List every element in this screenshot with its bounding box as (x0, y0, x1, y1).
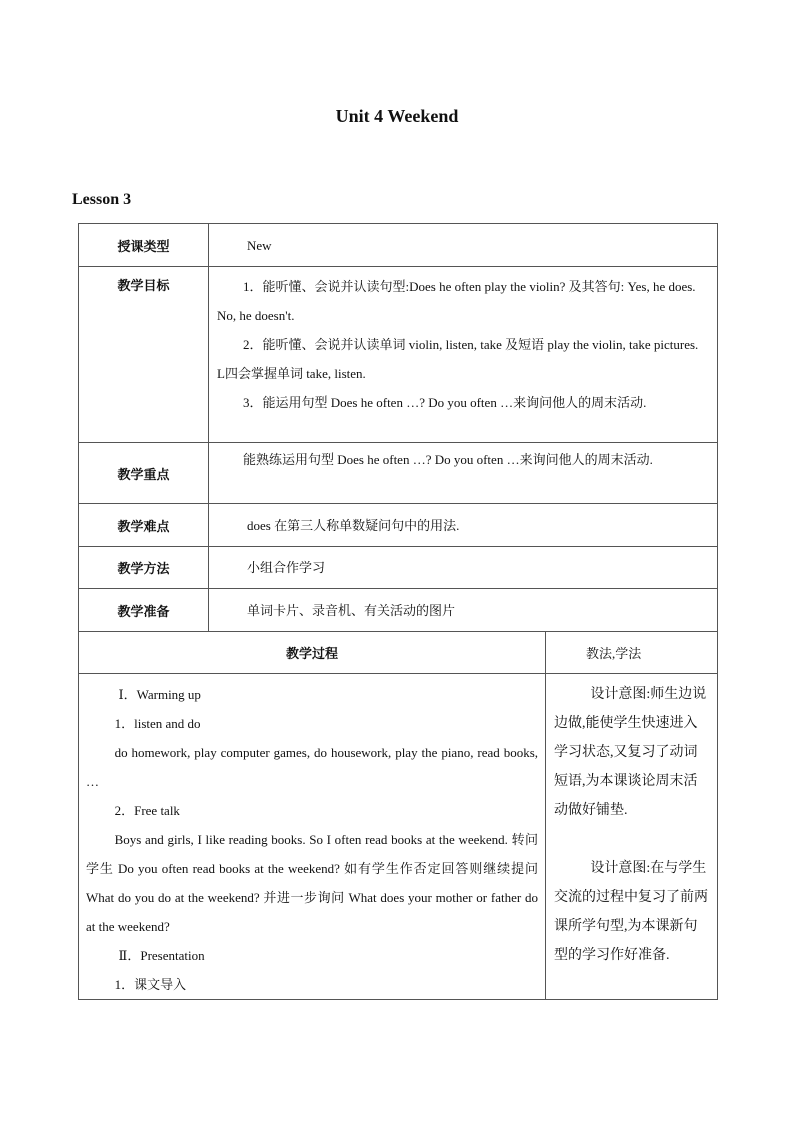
value-key-points: 能熟练运用句型 Does he often …? Do you often …来询问他人的周末活动. (243, 452, 653, 467)
design-note: 设计意图:在与学生交流的过程中复习了前两课所学句型,为本课新句型的学习作好准备. (554, 861, 708, 963)
methods-notes (546, 674, 717, 970)
label-lesson-type: 授课类型 (79, 224, 209, 267)
goals-list (209, 267, 717, 421)
row-process-body (79, 674, 718, 1000)
process-line: 2．Free talk (114, 803, 180, 818)
lesson-heading: Lesson 3 (72, 191, 132, 208)
process-header: 教学过程 (79, 632, 546, 674)
row-method (79, 547, 718, 589)
label-teaching-goals: 教学目标 (79, 267, 209, 443)
methods-header: 教法,学法 (546, 632, 718, 674)
row-preparation (79, 589, 718, 632)
design-note: 设计意图:师生边说边做,能使学生快速进入学习状态,又复习了动词短语,为本课谈论周末活动做好铺垫. (554, 687, 707, 818)
row-process-header (79, 632, 718, 674)
goal-item: 2．能听懂、会说并认读单词 violin, listen, take 及短语 play the violin, take pictures. L四会掌握单词 take, listen. (217, 337, 699, 381)
process-line: 1．课文导入 (114, 977, 187, 992)
row-teaching-goals (79, 267, 718, 443)
document-title: Unit 4 Weekend (335, 106, 459, 126)
row-key-points (79, 443, 718, 504)
process-line: Ⅰ．Warming up (118, 687, 201, 702)
process-line: Ⅱ．Presentation (118, 948, 205, 963)
value-preparation: 单词卡片、录音机、有关活动的图片 (247, 602, 456, 618)
label-key-points: 教学重点 (79, 443, 209, 504)
label-difficulty: 教学难点 (79, 504, 209, 547)
goal-item: 3．能运用句型 Does he often …? Do you often …来询问他人的周末活动. (243, 395, 647, 410)
process-line: 1．listen and do (114, 716, 201, 731)
label-method: 教学方法 (79, 547, 209, 589)
row-lesson-type (79, 224, 718, 267)
label-preparation: 教学准备 (79, 589, 209, 632)
value-difficulty: does 在第三人称单数疑问句中的用法. (247, 517, 460, 533)
process-content (79, 674, 545, 999)
lesson-plan-table (78, 223, 718, 1000)
process-line: do homework, play computer games, do housework, play the piano, read books, … (86, 745, 538, 789)
row-difficulty (79, 504, 718, 547)
process-line: Boys and girls, I like reading books. So I often read books at the weekend. 转问学生 Do you often read books at the weekend? 如有学生作否定回答则继续提问 What do you do at the weekend? 并进一步询问 What does your mother or father do at the weekend? (86, 832, 538, 934)
value-lesson-type: New (247, 237, 272, 253)
goal-item: 1．能听懂、会说并认读句型:Does he often play the violin? 及其答句: Yes, he does. No, he doesn't. (217, 279, 696, 323)
value-method: 小组合作学习 (247, 560, 326, 575)
